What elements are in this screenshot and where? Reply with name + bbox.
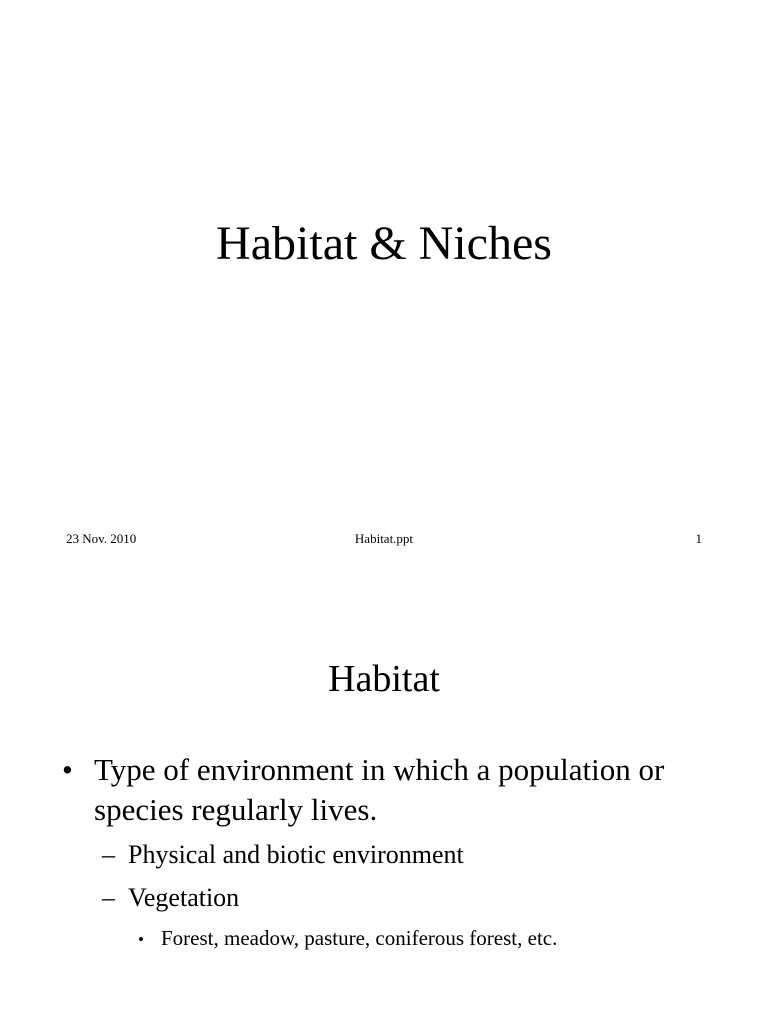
bullet-level-2	[102, 882, 239, 914]
bullet-text: Physical and biotic environment	[128, 840, 464, 869]
slide-2-title: Habitat	[328, 658, 440, 700]
bullet-text: Type of environment in which a population or species regularly lives.	[94, 752, 665, 827]
bullet-level-2	[102, 839, 464, 871]
dash-bullet-icon: –	[102, 883, 115, 912]
footer-date: 23 Nov. 2010	[66, 531, 137, 546]
footer-filename: Habitat.ppt	[354, 531, 414, 546]
bullet-dot-icon: •	[138, 930, 144, 949]
slide-2	[0, 576, 768, 1024]
bullet-level-3	[138, 924, 557, 954]
bullet-text: Vegetation	[128, 883, 240, 912]
footer-page-number: 1	[695, 531, 702, 546]
slide-1-title: Habitat & Niches	[216, 217, 552, 270]
bullet-text: Forest, meadow, pasture, coniferous forest, etc.	[161, 926, 558, 950]
dash-bullet-icon: –	[102, 840, 115, 869]
bullet-dot-icon: •	[62, 752, 73, 787]
bullet-level-1	[62, 750, 722, 830]
